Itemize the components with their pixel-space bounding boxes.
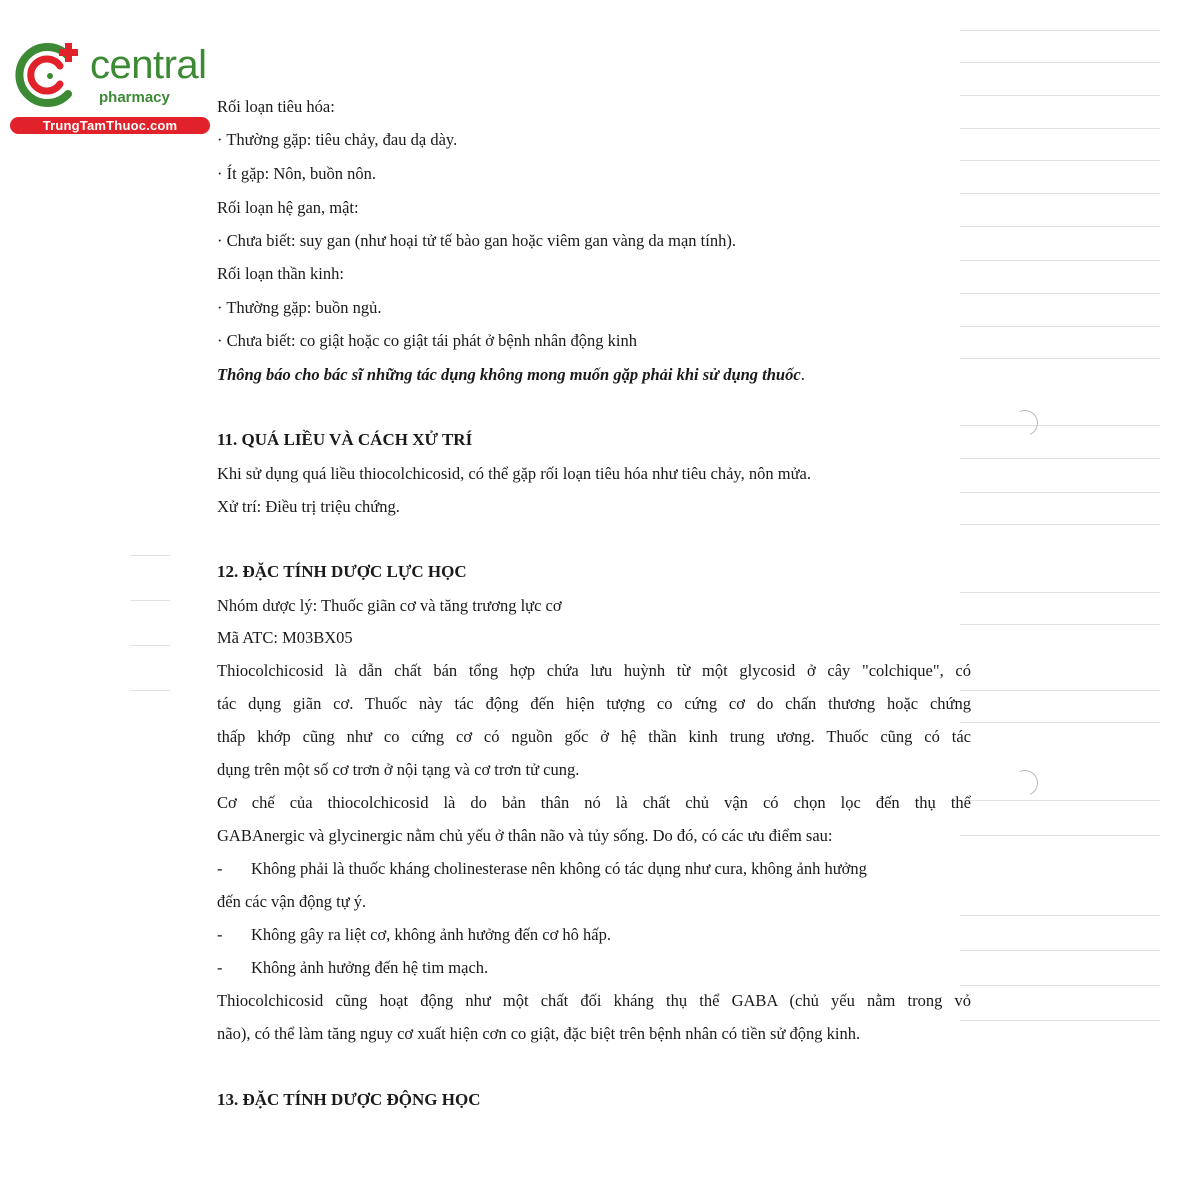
text-line: · Chưa biết: suy gan (như hoại tử tế bào gan hoặc viêm gan vàng da mạn tính).: [217, 231, 736, 250]
notice-period: .: [800, 365, 805, 384]
bullet-text: Không gây ra liệt cơ, không ảnh hưởng đến cơ hô hấp.: [251, 925, 611, 944]
text-line: Rối loạn thần kinh:: [217, 264, 344, 283]
logo-sub: pharmacy: [99, 89, 170, 106]
section-heading-11: 11. QUÁ LIỀU VÀ CÁCH XỬ TRÍ: [217, 430, 473, 449]
section-heading-13: 13. ĐẶC TÍNH DƯỢC ĐỘNG HỌC: [217, 1090, 481, 1109]
text-line: · Thường gặp: buồn ngủ.: [217, 298, 382, 317]
text-line: Mã ATC: M03BX05: [217, 628, 353, 647]
pharmacy-logo: [10, 36, 215, 136]
notice-line: [217, 365, 805, 385]
text-line: · Chưa biết: co giật hoặc co giật tái phát ở bệnh nhân động kinh: [217, 331, 637, 350]
bullet-dash: -: [217, 859, 223, 878]
paragraph-line: Thiocolchicosid là dẫn chất bán tổng hợp chứa lưu huỳnh từ một glycosid ở cây "colchique", có: [217, 661, 971, 680]
pharmacy-logo-icon: [10, 36, 90, 116]
section-heading-12: 12. ĐẶC TÍNH DƯỢC LỰC HỌC: [217, 562, 467, 581]
bullet-dash: -: [217, 925, 223, 944]
paragraph-line: thấp khớp cũng như co cứng cơ có nguồn gốc ở hệ thần kinh trung ương. Thuốc cũng có tác: [217, 727, 971, 746]
bullet-text: Không ảnh hưởng đến hệ tim mạch.: [251, 958, 489, 977]
text-line: · Thường gặp: tiêu chảy, đau dạ dày.: [217, 130, 458, 149]
text-line: đến các vận động tự ý.: [217, 892, 367, 911]
logo-brand: central: [90, 43, 207, 87]
paragraph-line: Thiocolchicosid cũng hoạt động như một chất đối kháng thụ thể GABA (chủ yếu nằm trong vỏ: [217, 991, 971, 1010]
paragraph-line: GABAnergic và glycinergic nằm chủ yếu ở thân não và tủy sống. Do đó, có các ưu điểm sau:: [217, 826, 833, 845]
paragraph-line: Cơ chế của thiocolchicosid là do bản thân nó là chất chủ vận có chọn lọc đến thụ thể: [217, 793, 971, 812]
bullet-dash: -: [217, 958, 223, 977]
punch-mark: [1008, 406, 1041, 439]
text-line: Nhóm dược lý: Thuốc giãn cơ và tăng trương lực cơ: [217, 596, 562, 615]
bullet-text: Không phải là thuốc kháng cholinesterase nên không có tác dụng như cura, không ảnh hưởng: [251, 859, 867, 878]
bullet-item: [217, 958, 488, 978]
logo-banner: TrungTamThuoc.com: [10, 117, 210, 134]
bullet-item: [217, 859, 867, 879]
text-line: Rối loạn tiêu hóa:: [217, 97, 335, 116]
text-line: Rối loạn hệ gan, mật:: [217, 198, 359, 217]
paragraph-line: dụng trên một số cơ trơn ở nội tạng và cơ trơn tử cung.: [217, 760, 580, 779]
notice-text: Thông báo cho bác sĩ những tác dụng không mong muốn gặp phải khi sử dụng thuốc: [217, 365, 801, 384]
punch-mark: [1008, 766, 1041, 799]
text-line: Khi sử dụng quá liều thiocolchicosid, có thể gặp rối loạn tiêu hóa như tiêu chảy, nôn mửa.: [217, 464, 811, 483]
bullet-item: [217, 925, 611, 945]
text-line: · Ít gặp: Nôn, buồn nôn.: [217, 164, 377, 183]
text-line: Xử trí: Điều trị triệu chứng.: [217, 497, 400, 516]
paragraph-line: tác dụng giãn cơ. Thuốc này tác động đến hiện tượng co cứng cơ do chấn thương hoặc chứng: [217, 694, 971, 713]
paragraph-line: não), có thể làm tăng nguy cơ xuất hiện cơn co giật, đặc biệt trên bệnh nhân có tiền sử động kinh.: [217, 1024, 861, 1043]
